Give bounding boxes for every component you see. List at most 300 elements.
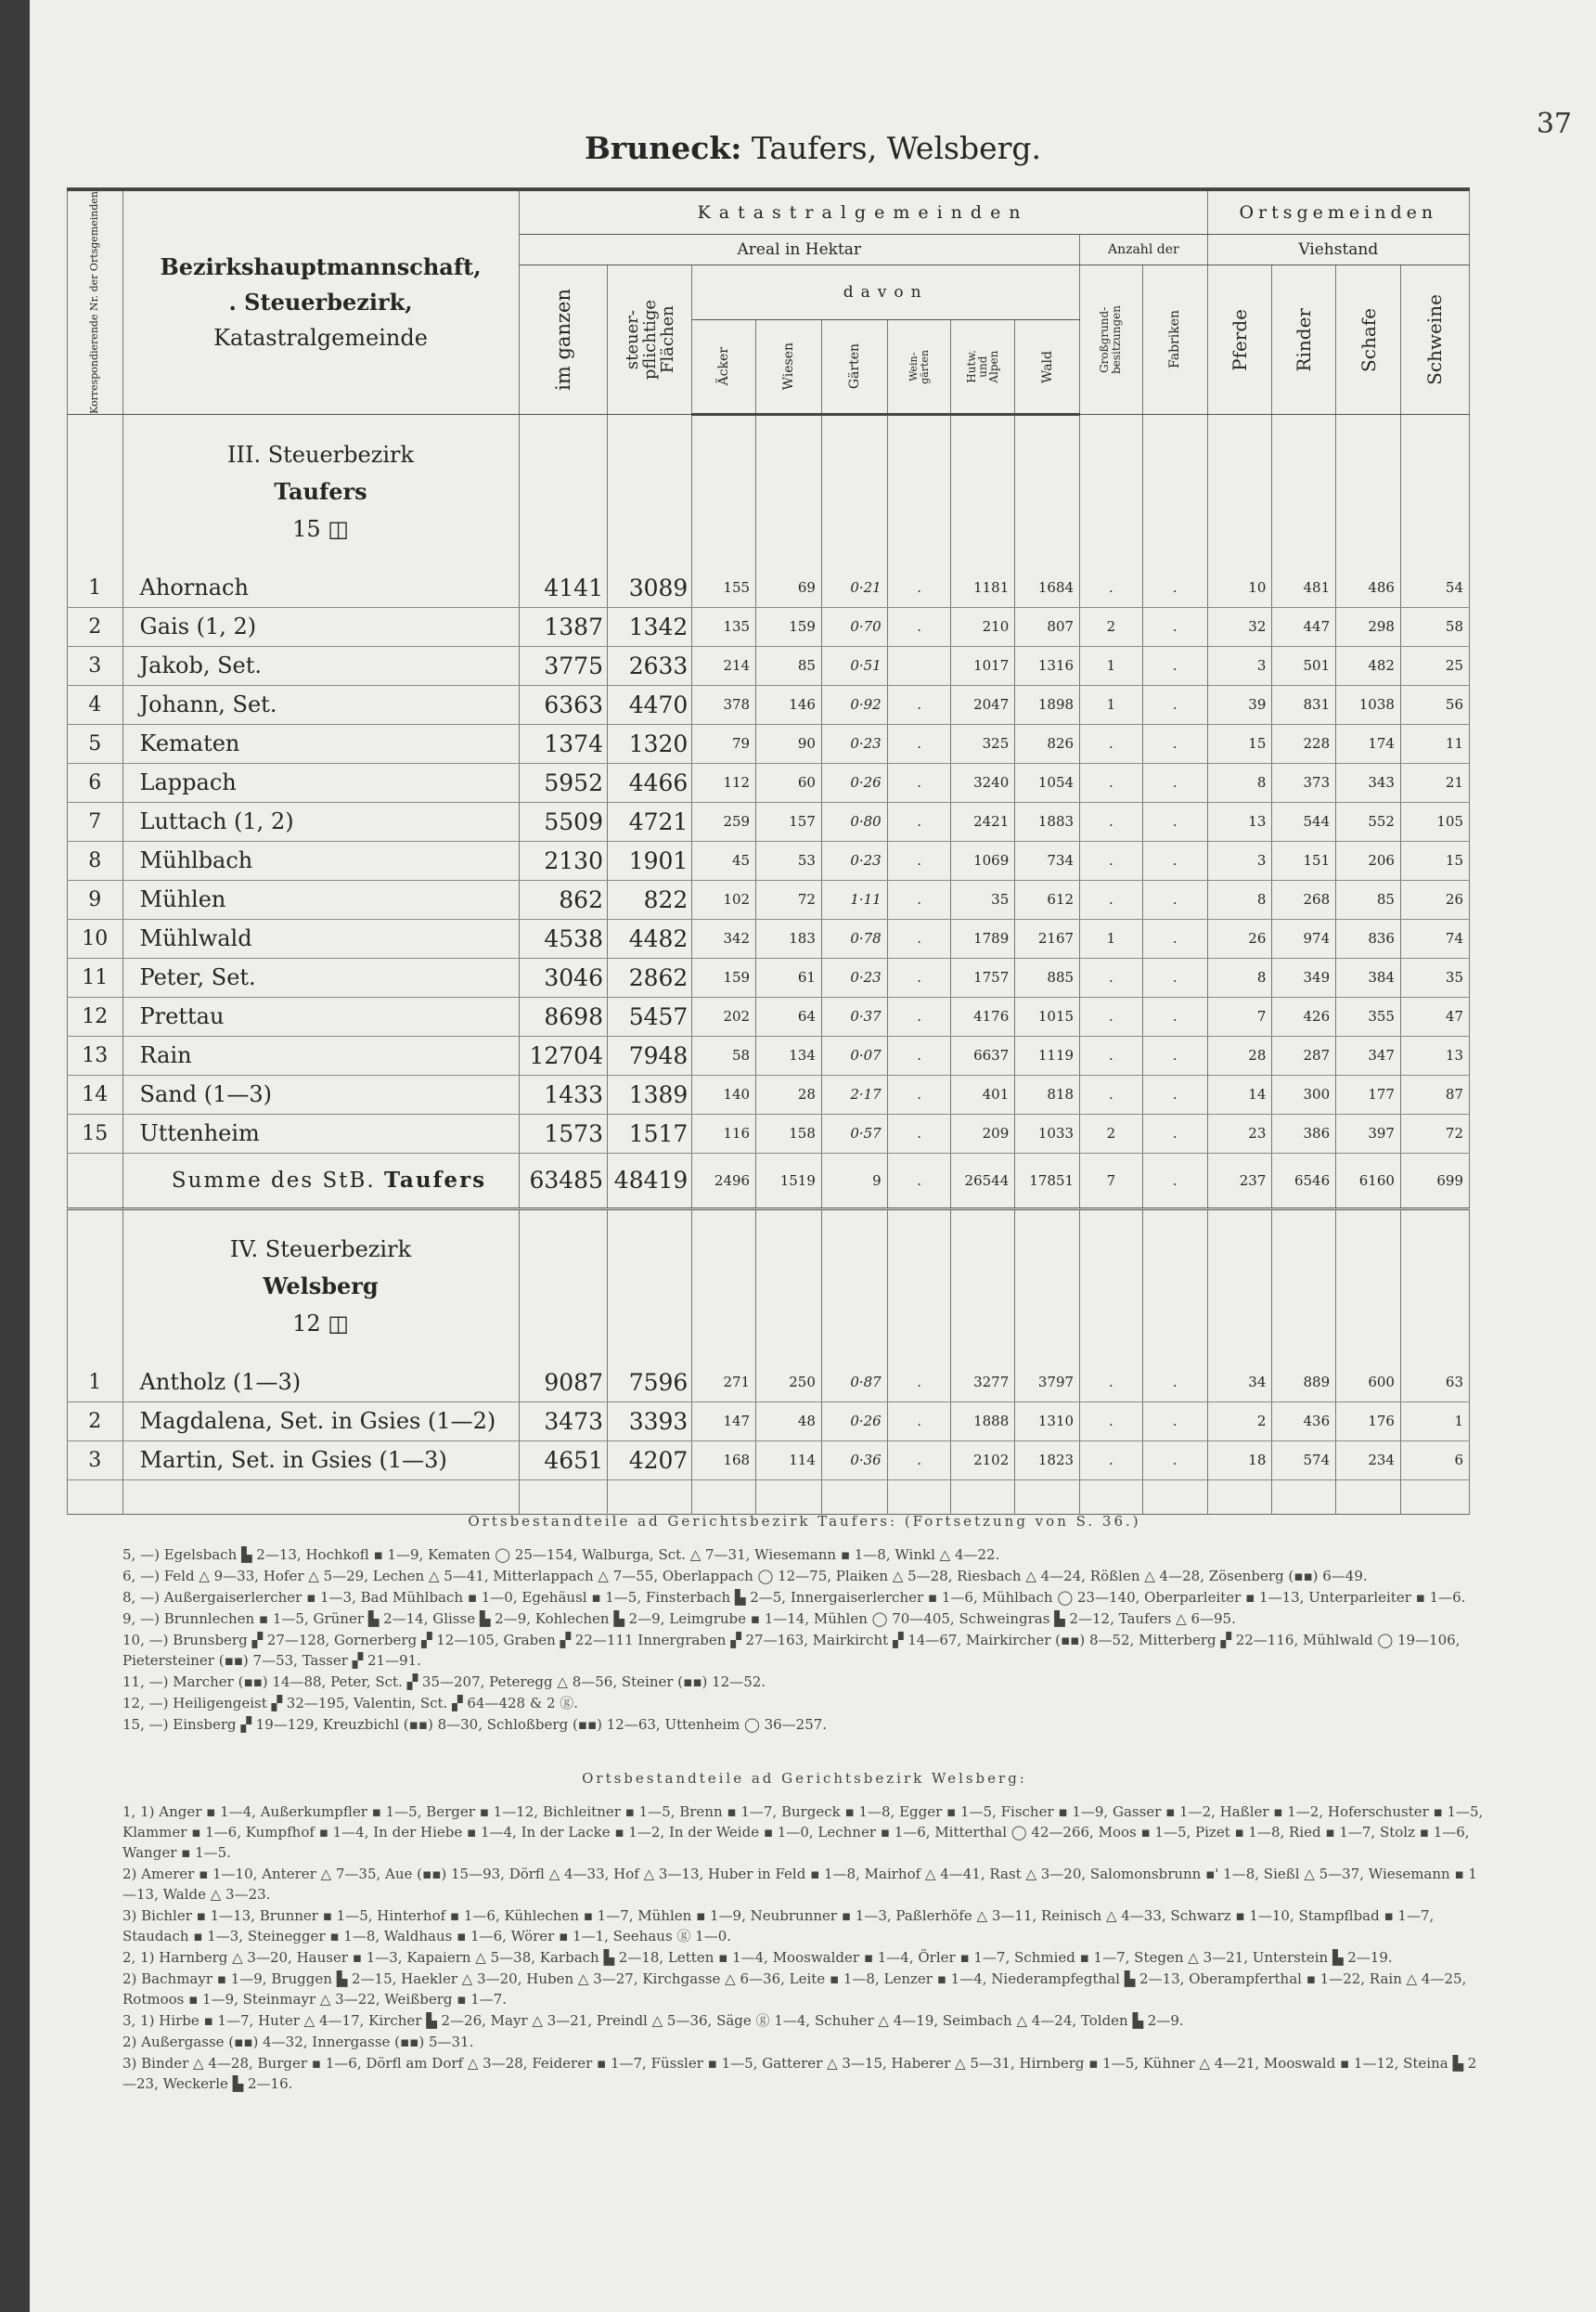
note-entry: 11, —) Marcher (▪▪) 14—88, Peter, Sct. ▞ 35—207, Peteregg △ 8—56, Steiner (▪▪) 12—52.	[122, 1673, 766, 1690]
row-number: 4	[68, 685, 123, 724]
cell-ri: 447	[1272, 607, 1336, 646]
cell-hut: 325	[951, 724, 1015, 763]
cell-ri: 426	[1272, 997, 1336, 1036]
cell-wein: .	[887, 607, 951, 646]
anzahl-header: Anzahl der	[1080, 235, 1208, 265]
sum-total: 63485	[519, 1153, 607, 1208]
row-number: 3	[68, 646, 123, 685]
cell-sch: 347	[1336, 1036, 1401, 1075]
notes-welsberg-list	[122, 1802, 1487, 2094]
cell-fab: .	[1142, 1075, 1207, 1114]
table-tail	[68, 1479, 1470, 1514]
cell-fab: .	[1142, 919, 1207, 958]
cell-fab: .	[1142, 958, 1207, 997]
cell-pf: 8	[1207, 958, 1272, 997]
cell-ack: 378	[692, 685, 756, 724]
schweine-header: Schweine	[1400, 265, 1469, 415]
sum-gross: 7	[1080, 1153, 1143, 1208]
im-ganzen-header: im ganzen	[519, 265, 607, 415]
cell-wein: .	[887, 724, 951, 763]
cell-wald: 1316	[1015, 646, 1080, 685]
cell-pf: 10	[1207, 569, 1272, 608]
table-row	[68, 958, 1470, 997]
note-entry: 6, —) Feld △ 9—33, Hofer △ 5—29, Lechen △ 5—41, Mitterlappach △ 7—55, Oberlappach ◯ 12—75, Plaiken △ 5—28, Riesbach △ 4—24, Rößlen △ 4—28, Zösenberg (▪▪) 6—49.	[122, 1568, 1368, 1584]
cell-sch: 384	[1336, 958, 1401, 997]
cell-hut: 1789	[951, 919, 1015, 958]
katastral-name: Luttach (1, 2)	[122, 802, 519, 841]
katastral-name: Rain	[122, 1036, 519, 1075]
cell-pf: 7	[1207, 997, 1272, 1036]
cell-wie: 61	[756, 958, 822, 997]
katastral-name: Martin, Set. in Gsies (1—3)	[122, 1440, 519, 1479]
title-bold: Bruneck:	[585, 130, 742, 166]
sum-ack: 2496	[692, 1153, 756, 1208]
cell-total: 3775	[519, 646, 607, 685]
cell-hut: 1757	[951, 958, 1015, 997]
row-number: 8	[68, 841, 123, 880]
cell-gar: 0·07	[821, 1036, 887, 1075]
pferde-header: Pferde	[1207, 265, 1272, 415]
sum-sch: 6160	[1336, 1153, 1401, 1208]
cell-gar: 2·17	[821, 1075, 887, 1114]
cell-wein: .	[887, 997, 951, 1036]
katastral-header: Katastralgemeinden	[519, 189, 1207, 235]
cell-total: 1374	[519, 724, 607, 763]
cell-sch: 174	[1336, 724, 1401, 763]
cell-total: 2130	[519, 841, 607, 880]
cell-gar: 0·23	[821, 841, 887, 880]
cell-wald: 1033	[1015, 1114, 1080, 1153]
table-row	[68, 841, 1470, 880]
cell-wald: 1310	[1015, 1401, 1080, 1440]
cell-wald: 612	[1015, 880, 1080, 919]
cell-ack: 202	[692, 997, 756, 1036]
cell-pf: 26	[1207, 919, 1272, 958]
cell-schw: 58	[1400, 607, 1469, 646]
page-number: 37	[1536, 108, 1572, 140]
title-rest: Taufers, Welsberg.	[741, 130, 1041, 166]
table-row	[68, 1036, 1470, 1075]
cell-total: 3473	[519, 1401, 607, 1440]
cell-total: 1387	[519, 607, 607, 646]
cell-gar: 0·36	[821, 1440, 887, 1479]
note-entry: 3) Binder △ 4—28, Burger ▪ 1—6, Dörfl am Dorf △ 3—28, Feiderer ▪ 1—7, Füssler ▪ 1—5, Gatterer △ 3—15, Haberer △ 5—31, Hirnberg ▪ 1—5, Kühner △ 4—21, Mooswald ▪ 1—12, Steina ▙ 2—23, Weckerle ▙ 2—16.	[122, 2055, 1477, 2092]
cell-total: 5952	[519, 763, 607, 802]
cell-wie: 48	[756, 1401, 822, 1440]
cell-ack: 45	[692, 841, 756, 880]
notes-taufers-list	[122, 1544, 1487, 1735]
cell-wie: 183	[756, 919, 822, 958]
cell-ack: 112	[692, 763, 756, 802]
note-entry: 15, —) Einsberg ▞ 19—129, Kreuzbichl (▪▪) 8—30, Schloßberg (▪▪) 12—63, Uttenheim ◯ 36—257.	[122, 1716, 828, 1733]
cell-wald: 1898	[1015, 685, 1080, 724]
cell-ack: 159	[692, 958, 756, 997]
katastral-name: Johann, Set.	[122, 685, 519, 724]
katastral-name: Magdalena, Set. in Gsies (1—2)	[122, 1401, 519, 1440]
cell-total: 8698	[519, 997, 607, 1036]
davon-header: davon	[692, 265, 1080, 320]
table-row	[68, 1401, 1470, 1440]
cell-pf: 34	[1207, 1363, 1272, 1402]
cell-tax: 7948	[607, 1036, 691, 1075]
row-number: 13	[68, 1036, 123, 1075]
cell-pf: 23	[1207, 1114, 1272, 1153]
cell-gar: 0·57	[821, 1114, 887, 1153]
cell-wein: .	[887, 1114, 951, 1153]
cell-ack: 102	[692, 880, 756, 919]
cell-pf: 8	[1207, 880, 1272, 919]
cell-wald: 1054	[1015, 763, 1080, 802]
cell-wein: .	[887, 569, 951, 608]
cell-ri: 151	[1272, 841, 1336, 880]
cell-wald: 734	[1015, 841, 1080, 880]
row-number: 3	[68, 1440, 123, 1479]
cell-wie: 250	[756, 1363, 822, 1402]
cell-hut: 1888	[951, 1401, 1015, 1440]
cell-gar: 0·78	[821, 919, 887, 958]
cell-ri: 831	[1272, 685, 1336, 724]
row-number: 2	[68, 607, 123, 646]
cell-ri: 268	[1272, 880, 1336, 919]
cell-gar: 0·87	[821, 1363, 887, 1402]
ortsgemeinden-header: Ortsgemeinden	[1207, 189, 1469, 235]
cell-tax: 1389	[607, 1075, 691, 1114]
cell-pf: 8	[1207, 763, 1272, 802]
cell-schw: 25	[1400, 646, 1469, 685]
sum-wein: .	[887, 1153, 951, 1208]
cell-tax: 1901	[607, 841, 691, 880]
cell-wie: 146	[756, 685, 822, 724]
cell-schw: 72	[1400, 1114, 1469, 1153]
cell-gar: 0·70	[821, 607, 887, 646]
cell-gar: 0·21	[821, 569, 887, 608]
cell-schw: 26	[1400, 880, 1469, 919]
cell-fab: .	[1142, 1363, 1207, 1402]
cell-ri: 373	[1272, 763, 1336, 802]
cell-tax: 4482	[607, 919, 691, 958]
cell-ri: 349	[1272, 958, 1336, 997]
cell-gar: 0·26	[821, 763, 887, 802]
cell-total: 12704	[519, 1036, 607, 1075]
table-row	[68, 1363, 1470, 1402]
section-4-heading: IV. Steuerbezirk Welsberg 12 ◫	[68, 1208, 1470, 1363]
cell-tax: 4466	[607, 763, 691, 802]
cell-hut: 1181	[951, 569, 1015, 608]
katastral-name: Ahornach	[122, 569, 519, 608]
katastral-name: Prettau	[122, 997, 519, 1036]
cell-hut: 3277	[951, 1363, 1015, 1402]
cell-wein: .	[887, 958, 951, 997]
cell-total: 4141	[519, 569, 607, 608]
cell-fab: .	[1142, 997, 1207, 1036]
note-entry: 2) Amerer ▪ 1—10, Anterer △ 7—35, Aue (▪▪) 15—93, Dörfl △ 4—33, Hof △ 3—13, Huber in Feld ▪ 1—8, Mairhof △ 4—41, Rast △ 3—20, Salomonsbrunn ▪' 1—8, Sießl △ 5—37, Wiesemann ▪ 1—13, Walde △ 3—23.	[122, 1866, 1477, 1903]
notes-welsberg-title: Ortsbestandteile ad Gerichtsbezirk Welsberg:	[582, 1770, 1027, 1787]
page-title	[30, 130, 1596, 166]
cell-total: 862	[519, 880, 607, 919]
note-entry: 5, —) Egelsbach ▙ 2—13, Hochkofl ▪ 1—9, Kematen ◯ 25—154, Walburga, Sct. △ 7—31, Wiesemann ▪ 1—8, Winkl △ 4—22.	[122, 1546, 1000, 1563]
cell-sch: 234	[1336, 1440, 1401, 1479]
cell-gross: .	[1080, 763, 1143, 802]
cell-hut: 2102	[951, 1440, 1015, 1479]
katastral-name: Kematen	[122, 724, 519, 763]
cell-ri: 481	[1272, 569, 1336, 608]
cell-ack: 140	[692, 1075, 756, 1114]
cell-wie: 85	[756, 646, 822, 685]
cell-total: 1433	[519, 1075, 607, 1114]
table-row	[68, 1075, 1470, 1114]
cell-fab: .	[1142, 763, 1207, 802]
katastral-name: Lappach	[122, 763, 519, 802]
cell-ack: 79	[692, 724, 756, 763]
cell-wein: .	[887, 919, 951, 958]
cell-ack: 116	[692, 1114, 756, 1153]
cell-total: 5509	[519, 802, 607, 841]
cell-wie: 159	[756, 607, 822, 646]
nr-header: Korrespondierende Nr. der Ortsgemeinden	[68, 189, 123, 414]
cell-gar: 1·11	[821, 880, 887, 919]
cell-hut: 2421	[951, 802, 1015, 841]
cell-gar: 0·51	[821, 646, 887, 685]
cell-wein: .	[887, 1401, 951, 1440]
note-entry: 3, 1) Hirbe ▪ 1—7, Huter △ 4—17, Kircher ▙ 2—26, Mayr △ 3—21, Preindl △ 5—36, Säge ⓖ 1—4, Schuher △ 4—19, Seimbach △ 4—24, Tolden ▙ 2—9.	[122, 2012, 1184, 2029]
cell-ri: 544	[1272, 802, 1336, 841]
cell-schw: 21	[1400, 763, 1469, 802]
cell-gross: .	[1080, 1036, 1143, 1075]
cell-sch: 85	[1336, 880, 1401, 919]
cell-tax: 4721	[607, 802, 691, 841]
cell-gar: 0·26	[821, 1401, 887, 1440]
cell-sch: 1038	[1336, 685, 1401, 724]
cell-total: 4651	[519, 1440, 607, 1479]
cell-wie: 60	[756, 763, 822, 802]
katastral-name: Mühlbach	[122, 841, 519, 880]
grossgrund-header: Großgrund- besitzungen	[1080, 265, 1143, 415]
note-entry: 10, —) Brunsberg ▞ 27—128, Gornerberg ▞ 12—105, Graben ▞ 22—111 Innergraben ▞ 27—163, Mairkircht ▞ 14—67, Mairkircher (▪▪) 8—52, Mitterberg ▞ 22—116, Mühlwald ◯ 19—106, Pietersteiner (▪▪) 7—53, Tasser ▞ 21—91.	[122, 1632, 1461, 1669]
table-row	[68, 646, 1470, 685]
cell-wald: 1823	[1015, 1440, 1080, 1479]
table-row	[68, 763, 1470, 802]
table-row	[68, 1440, 1470, 1479]
cell-fab: .	[1142, 802, 1207, 841]
cell-gross: 2	[1080, 1114, 1143, 1153]
cell-hut: 209	[951, 1114, 1015, 1153]
cell-gross: .	[1080, 802, 1143, 841]
cell-fab: .	[1142, 1036, 1207, 1075]
cell-pf: 15	[1207, 724, 1272, 763]
notes-taufers-title: Ortsbestandteile ad Gerichtsbezirk Taufers: (Fortsetzung von S. 36.)	[468, 1513, 1141, 1530]
cell-wie: 28	[756, 1075, 822, 1114]
wald-header: Wald	[1015, 319, 1080, 414]
cell-total: 3046	[519, 958, 607, 997]
cell-fab: .	[1142, 1440, 1207, 1479]
note-entry: 9, —) Brunnlechen ▪ 1—5, Grüner ▙ 2—14, Glisse ▙ 2—9, Kohlechen ▙ 2—9, Leimgrube ▪ 1—14, Mühlen ◯ 70—405, Schweingras ▙ 2—12, Taufers △ 6—95.	[122, 1610, 1236, 1627]
cell-gar: 0·37	[821, 997, 887, 1036]
katastral-name: Antholz (1—3)	[122, 1363, 519, 1402]
cell-ack: 58	[692, 1036, 756, 1075]
cell-wie: 114	[756, 1440, 822, 1479]
cell-wein: .	[887, 841, 951, 880]
cell-sch: 836	[1336, 919, 1401, 958]
katastral-name: Uttenheim	[122, 1114, 519, 1153]
cell-ack: 168	[692, 1440, 756, 1479]
cell-gar: 0·92	[821, 685, 887, 724]
cell-pf: 3	[1207, 646, 1272, 685]
cell-pf: 28	[1207, 1036, 1272, 1075]
table-row	[68, 880, 1470, 919]
cell-wie: 157	[756, 802, 822, 841]
cell-tax: 1320	[607, 724, 691, 763]
cell-wie: 53	[756, 841, 822, 880]
sum-hut: 26544	[951, 1153, 1015, 1208]
cell-hut: 4176	[951, 997, 1015, 1036]
cell-ri: 300	[1272, 1075, 1336, 1114]
weingaerten-header: Wein- gärten	[887, 319, 951, 414]
cell-sch: 206	[1336, 841, 1401, 880]
cell-wald: 826	[1015, 724, 1080, 763]
sum-gar: 9	[821, 1153, 887, 1208]
cell-gar: 0·23	[821, 958, 887, 997]
cell-ack: 259	[692, 802, 756, 841]
cell-tax: 3393	[607, 1401, 691, 1440]
row-number: 2	[68, 1401, 123, 1440]
row-number: 1	[68, 569, 123, 608]
cell-total: 9087	[519, 1363, 607, 1402]
sum-fab: .	[1142, 1153, 1207, 1208]
cell-fab: .	[1142, 724, 1207, 763]
cell-wie: 69	[756, 569, 822, 608]
cell-schw: 1	[1400, 1401, 1469, 1440]
wiesen-header: Wiesen	[756, 319, 822, 414]
katastral-name: Sand (1—3)	[122, 1075, 519, 1114]
note-entry: 3) Bichler ▪ 1—13, Brunner ▪ 1—5, Hinterhof ▪ 1—6, Kühlechen ▪ 1—7, Mühlen ▪ 1—9, Neubrunner ▪ 1—3, Paßlerhöfe △ 3—11, Reinisch △ 4—33, Schwarz ▪ 1—10, Stampflbad ▪ 1—7, Staudach ▪ 1—3, Steinegger ▪ 1—8, Waldhaus ▪ 1—6, Wörer ▪ 1—1, Seehaus ⓖ 1—0.	[122, 1907, 1435, 1944]
cell-wein: .	[887, 1075, 951, 1114]
sum-wald: 17851	[1015, 1153, 1080, 1208]
cell-schw: 74	[1400, 919, 1469, 958]
cell-schw: 11	[1400, 724, 1469, 763]
row-number: 6	[68, 763, 123, 802]
note-entry: 2) Bachmayr ▪ 1—9, Bruggen ▙ 2—15, Haekler △ 3—20, Huben △ 3—27, Kirchgasse △ 6—36, Leite ▪ 1—8, Lenzer ▪ 1—4, Niederampfegthal ▙ 2—13, Oberampferthal ▪ 1—22, Rain △ 4—25, Rotmoos ▪ 1—9, Steinmayr △ 3—22, Weißberg ▪ 1—7.	[122, 1970, 1467, 2008]
cell-sch: 343	[1336, 763, 1401, 802]
cell-wald: 885	[1015, 958, 1080, 997]
cell-gross: .	[1080, 1401, 1143, 1440]
row-number: 10	[68, 919, 123, 958]
table-row	[68, 569, 1470, 608]
cell-ri: 889	[1272, 1363, 1336, 1402]
cell-wald: 1119	[1015, 1036, 1080, 1075]
aecker-header: Äcker	[692, 319, 756, 414]
cell-ri: 574	[1272, 1440, 1336, 1479]
cell-hut: 6637	[951, 1036, 1015, 1075]
katastral-name: Mühlen	[122, 880, 519, 919]
cell-wald: 1883	[1015, 802, 1080, 841]
cell-wein: .	[887, 1440, 951, 1479]
cell-schw: 13	[1400, 1036, 1469, 1075]
katastral-name: Gais (1, 2)	[122, 607, 519, 646]
cell-hut: 3240	[951, 763, 1015, 802]
cell-wald: 807	[1015, 607, 1080, 646]
cell-schw: 47	[1400, 997, 1469, 1036]
cell-sch: 397	[1336, 1114, 1401, 1153]
cell-ri: 228	[1272, 724, 1336, 763]
cell-tax: 7596	[607, 1363, 691, 1402]
cell-hut: 401	[951, 1075, 1015, 1114]
cell-wein: .	[887, 685, 951, 724]
cell-sch: 176	[1336, 1401, 1401, 1440]
cell-gross: 1	[1080, 646, 1143, 685]
note-entry: 1, 1) Anger ▪ 1—4, Außerkumpfler ▪ 1—5, Berger ▪ 1—12, Bichleitner ▪ 1—5, Brenn ▪ 1—7, Burgeck ▪ 1—8, Egger ▪ 1—5, Fischer ▪ 1—9, Gasser ▪ 1—2, Haßler ▪ 1—2, Hoferschuster ▪ 1—5, Klammer ▪ 1—6, Kumpfhof ▪ 1—4, In der Hiebe ▪ 1—4, In der Lacke ▪ 1—2, In der Weide ▪ 1—0, Lechner ▪ 1—6, Mitterthal ◯ 42—266, Moos ▪ 1—5, Pizet ▪ 1—8, Ried ▪ 1—7, Stolz ▪ 1—6, Wanger ▪ 1—5.	[122, 1803, 1484, 1861]
cell-total: 4538	[519, 919, 607, 958]
table-row	[68, 724, 1470, 763]
rinder-header: Rinder	[1272, 265, 1336, 415]
cell-fab: .	[1142, 569, 1207, 608]
cell-ack: 271	[692, 1363, 756, 1402]
table-row	[68, 997, 1470, 1036]
cell-schw: 63	[1400, 1363, 1469, 1402]
cell-hut: 2047	[951, 685, 1015, 724]
cell-gross: .	[1080, 1440, 1143, 1479]
cell-gar: 0·80	[821, 802, 887, 841]
viehstand-header: Viehstand	[1207, 235, 1469, 265]
cell-wie: 134	[756, 1036, 822, 1075]
table-row	[68, 607, 1470, 646]
cell-gross: 1	[1080, 685, 1143, 724]
cell-tax: 3089	[607, 569, 691, 608]
cell-schw: 87	[1400, 1075, 1469, 1114]
cell-gross: .	[1080, 841, 1143, 880]
cell-tax: 822	[607, 880, 691, 919]
cell-sch: 177	[1336, 1075, 1401, 1114]
cell-total: 6363	[519, 685, 607, 724]
cell-gross: .	[1080, 569, 1143, 608]
cell-gar: 0·23	[821, 724, 887, 763]
cell-gross: .	[1080, 724, 1143, 763]
cell-gross: .	[1080, 1075, 1143, 1114]
cell-ack: 135	[692, 607, 756, 646]
sum-wie: 1519	[756, 1153, 822, 1208]
cell-wein: .	[887, 1363, 951, 1402]
cell-fab: .	[1142, 607, 1207, 646]
row-number: 14	[68, 1075, 123, 1114]
cell-tax: 1342	[607, 607, 691, 646]
note-entry: 8, —) Außergaiserlercher ▪ 1—3, Bad Mühlbach ▪ 1—0, Egehäusl ▪ 1—5, Finsterbach ▙ 2—5, Innergaiserlercher ▪ 1—6, Mühlbach ◯ 23—140, Oberparleiter ▪ 1—13, Unterparleiter ▪ 1—6.	[122, 1589, 1466, 1606]
cell-schw: 15	[1400, 841, 1469, 880]
table-row	[68, 919, 1470, 958]
cell-fab: .	[1142, 646, 1207, 685]
cell-pf: 2	[1207, 1401, 1272, 1440]
cell-pf: 13	[1207, 802, 1272, 841]
sum-schw: 699	[1400, 1153, 1469, 1208]
cell-sch: 482	[1336, 646, 1401, 685]
cell-wie: 72	[756, 880, 822, 919]
cell-gross: 2	[1080, 607, 1143, 646]
cell-gross: .	[1080, 880, 1143, 919]
cell-tax: 2633	[607, 646, 691, 685]
cell-hut: 35	[951, 880, 1015, 919]
cell-pf: 3	[1207, 841, 1272, 880]
cell-wie: 158	[756, 1114, 822, 1153]
hutw-header: Hutw. und Alpen	[951, 319, 1015, 414]
cell-fab: .	[1142, 841, 1207, 880]
cell-fab: .	[1142, 1401, 1207, 1440]
cell-wald: 1684	[1015, 569, 1080, 608]
cell-wein	[887, 646, 951, 685]
row-number: 11	[68, 958, 123, 997]
table-row	[68, 1114, 1470, 1153]
table-row	[68, 685, 1470, 724]
katastral-name: Mühlwald	[122, 919, 519, 958]
cell-sch: 600	[1336, 1363, 1401, 1402]
cell-gross: .	[1080, 1363, 1143, 1402]
